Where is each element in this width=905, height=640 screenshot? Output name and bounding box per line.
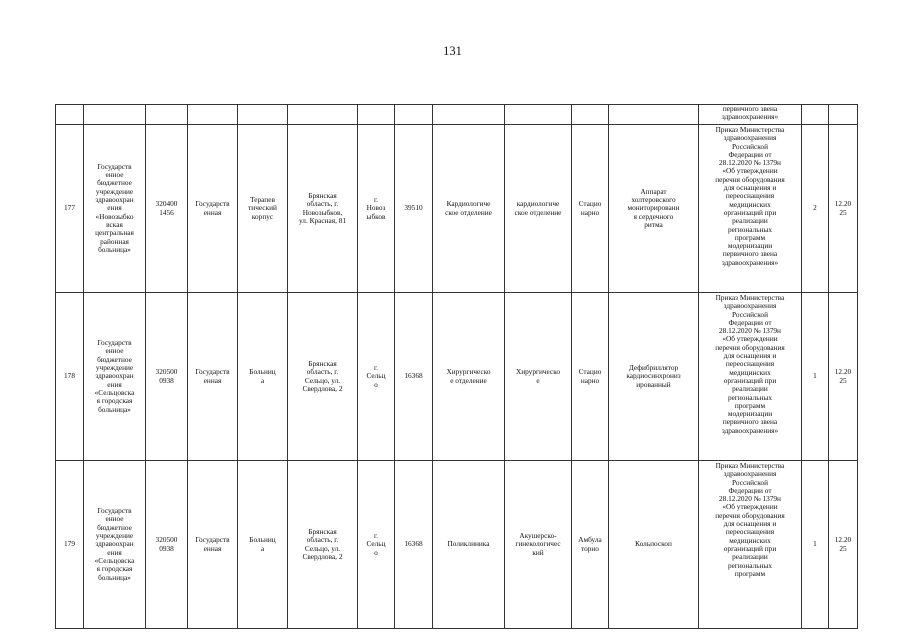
cell-address: Брянская область, г. Новозыбков, ул. Красная, 81	[288, 125, 358, 293]
cell-row-number: 177	[56, 125, 84, 293]
cell-oktmo: 16368	[395, 461, 433, 629]
cell-department: Поликлиника	[433, 461, 505, 629]
table-row	[56, 125, 858, 293]
cell-ownership: Государств енная	[188, 461, 238, 629]
cell-row-number: 178	[56, 293, 84, 461]
cell-date: 12.20 25	[829, 461, 858, 629]
cell-equipment: Кольпоскоп	[609, 461, 699, 629]
cell-building: Больниц а	[238, 461, 288, 629]
cell-department: Кардиологиче ское отделение	[433, 125, 505, 293]
cell-quantity: 2	[802, 125, 829, 293]
cell-code: 320500 0938	[146, 293, 188, 461]
cell-equipment: Дефибриллятор кардиосинхрониз ированный	[609, 293, 699, 461]
cell-care-conditions: Стацио нарно	[572, 125, 609, 293]
cell-empty	[609, 105, 699, 125]
cell-empty	[829, 105, 858, 125]
cell-city: г. Новоз ыбков	[358, 125, 395, 293]
table-row	[56, 461, 858, 629]
cell-empty	[188, 105, 238, 125]
cell-empty	[505, 105, 572, 125]
page-number: 131	[443, 44, 462, 58]
cell-organization: Государств енное бюджетное учреждение здравоохран ения «Новозыбко вская центральная районная больница»	[84, 125, 146, 293]
cell-empty	[84, 105, 146, 125]
cell-empty	[288, 105, 358, 125]
cell-empty	[56, 105, 84, 125]
cell-empty	[238, 105, 288, 125]
cell-building: Терапев тический корпус	[238, 125, 288, 293]
cell-empty	[146, 105, 188, 125]
cell-code: 320500 0938	[146, 461, 188, 629]
cell-profile: Хирургическо е	[505, 293, 572, 461]
equipment-table	[55, 104, 858, 629]
cell-city: г. Сельц о	[358, 293, 395, 461]
cell-row-number: 179	[56, 461, 84, 629]
cell-empty	[802, 105, 829, 125]
cell-date: 12.20 25	[829, 125, 858, 293]
table-row-continued	[56, 105, 858, 125]
cell-organization: Государств енное бюджетное учреждение здравоохран ения «Сельцовска я городская больница»	[84, 293, 146, 461]
cell-care-conditions: Амбула торно	[572, 461, 609, 629]
cell-date: 12.20 25	[829, 293, 858, 461]
cell-address: Брянская область, г. Сельцо, ул. Свердлова, 2	[288, 293, 358, 461]
cell-legal-basis: Приказ Министерства здравоохранения Российской Федерации от 28.12.2020 № 1379н «Об утверждении перечня оборудования для оснащения и переоснащения медицинских организаций при реализации региональных программ модернизации первичного звена здравоохранения»	[699, 125, 802, 293]
cell-building: Больниц а	[238, 293, 288, 461]
cell-ownership: Государств енная	[188, 293, 238, 461]
cell-code: 320400 1456	[146, 125, 188, 293]
cell-profile: кардиологиче ское отделение	[505, 125, 572, 293]
cell-empty	[433, 105, 505, 125]
cell-department: Хирургическо е отделение	[433, 293, 505, 461]
cell-profile: Акушерско- гинекологичес кий	[505, 461, 572, 629]
table-row	[56, 293, 858, 461]
cell-legal-basis: первичного звена здравоохранения»	[699, 105, 802, 125]
cell-organization: Государств енное бюджетное учреждение здравоохран ения «Сельцовска я городская больница»	[84, 461, 146, 629]
cell-quantity: 1	[802, 461, 829, 629]
cell-oktmo: 39510	[395, 125, 433, 293]
cell-empty	[395, 105, 433, 125]
cell-equipment: Аппарат холтеровского мониторировани я сердечного ритма	[609, 125, 699, 293]
cell-care-conditions: Стацио нарно	[572, 293, 609, 461]
cell-oktmo: 16368	[395, 293, 433, 461]
cell-empty	[358, 105, 395, 125]
cell-quantity: 1	[802, 293, 829, 461]
cell-empty	[572, 105, 609, 125]
cell-address: Брянская область, г. Сельцо, ул. Свердлова, 2	[288, 461, 358, 629]
cell-legal-basis: Приказ Министерства здравоохранения Российской Федерации от 28.12.2020 № 1379н «Об утверждении перечня оборудования для оснащения и переоснащения медицинских организаций при реализации региональных программ	[699, 461, 802, 629]
cell-city: г. Сельц о	[358, 461, 395, 629]
cell-legal-basis: Приказ Министерства здравоохранения Российской Федерации от 28.12.2020 № 1379н «Об утверждении перечня оборудования для оснащения и переоснащения медицинских организаций при реализации региональных программ модернизации первичного звена здравоохранения»	[699, 293, 802, 461]
cell-ownership: Государств енная	[188, 125, 238, 293]
